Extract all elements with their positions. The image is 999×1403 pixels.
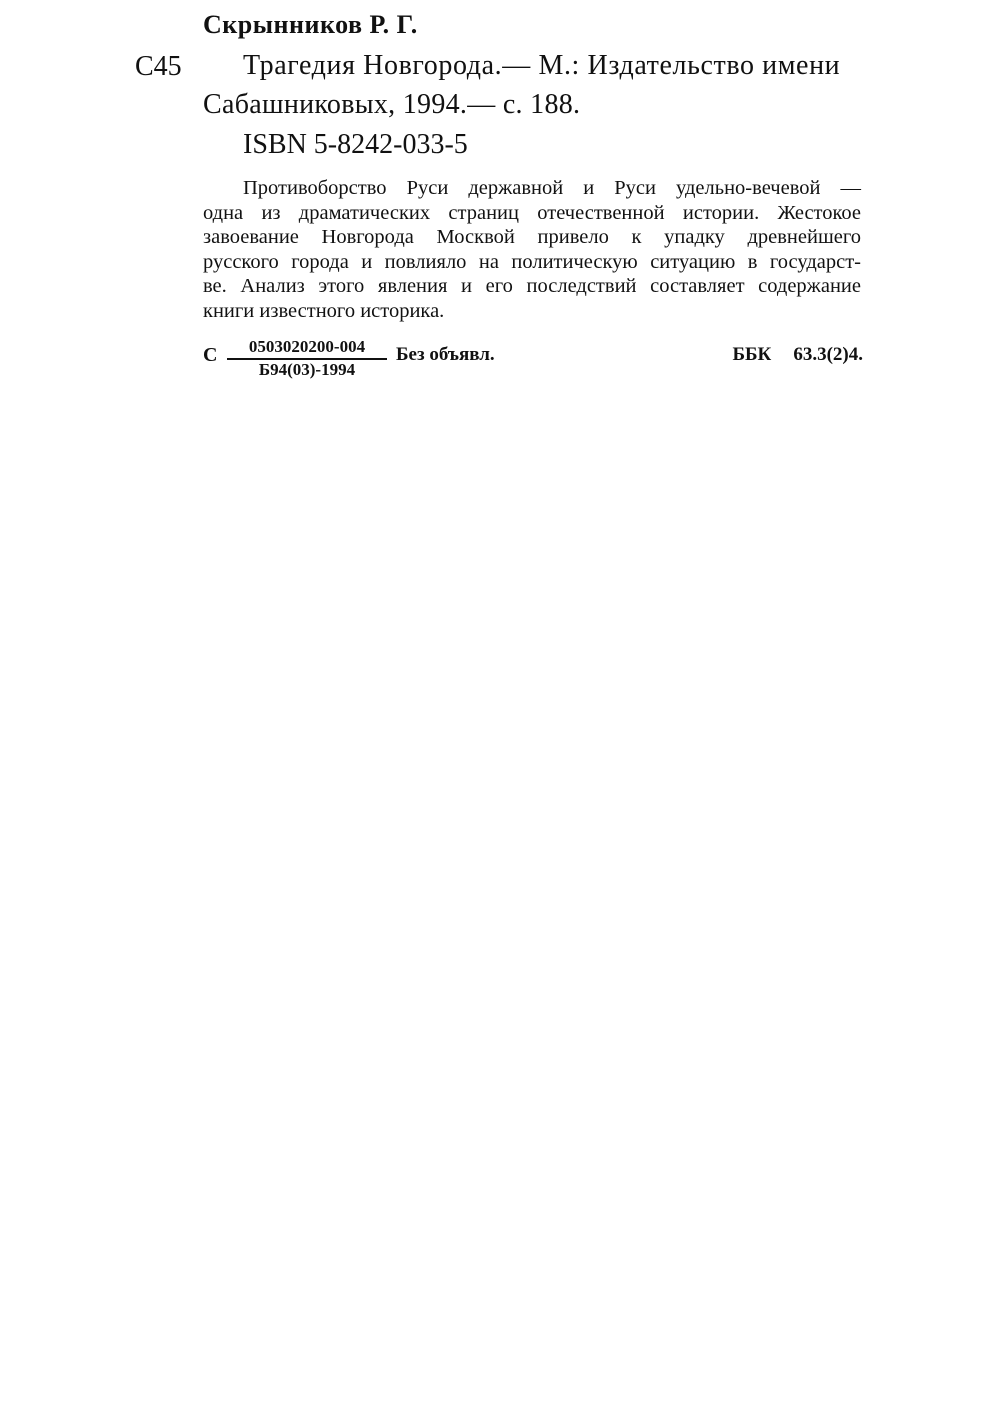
fraction-denominator: Б94(03)-1994	[258, 360, 356, 379]
title-line-1: Трагедия Новгорода.— М.: Издательство имени	[243, 50, 841, 81]
colophon	[203, 338, 863, 388]
isbn: ISBN 5-8242-033-5	[243, 129, 468, 160]
catalog-card	[0, 0, 999, 420]
author-index-code: С45	[135, 51, 182, 82]
title-line-2: Сабашниковых, 1994.— с. 188.	[203, 89, 581, 120]
publication-fraction	[227, 338, 387, 380]
fraction-numerator: 0503020200-004	[227, 338, 387, 360]
abstract-line: книги известного историка.	[203, 299, 445, 322]
abstract-line: русского города и повлияло на политическую ситуацию в государст-	[203, 250, 861, 273]
bbk-label: ББК	[732, 344, 772, 365]
abstract-line: одна из драматических страниц отечественной истории. Жестокое	[203, 201, 861, 224]
bbk-classification	[732, 344, 863, 366]
no-announcement-note: Без объявл.	[396, 344, 495, 365]
abstract-line: ве. Анализ этого явления и его последствий составляет содержание	[203, 275, 861, 297]
abstract-line: завоевание Новгорода Москвой привело к упадку древнейшего	[203, 226, 861, 248]
abstract	[203, 176, 861, 323]
colophon-letter: С	[203, 344, 218, 366]
abstract-line: Противоборство Руси державной и Руси удельно-вечевой —	[243, 177, 861, 199]
author-name: Скрынников Р. Г.	[203, 10, 418, 39]
bbk-code: 63.3(2)4.	[793, 344, 863, 365]
